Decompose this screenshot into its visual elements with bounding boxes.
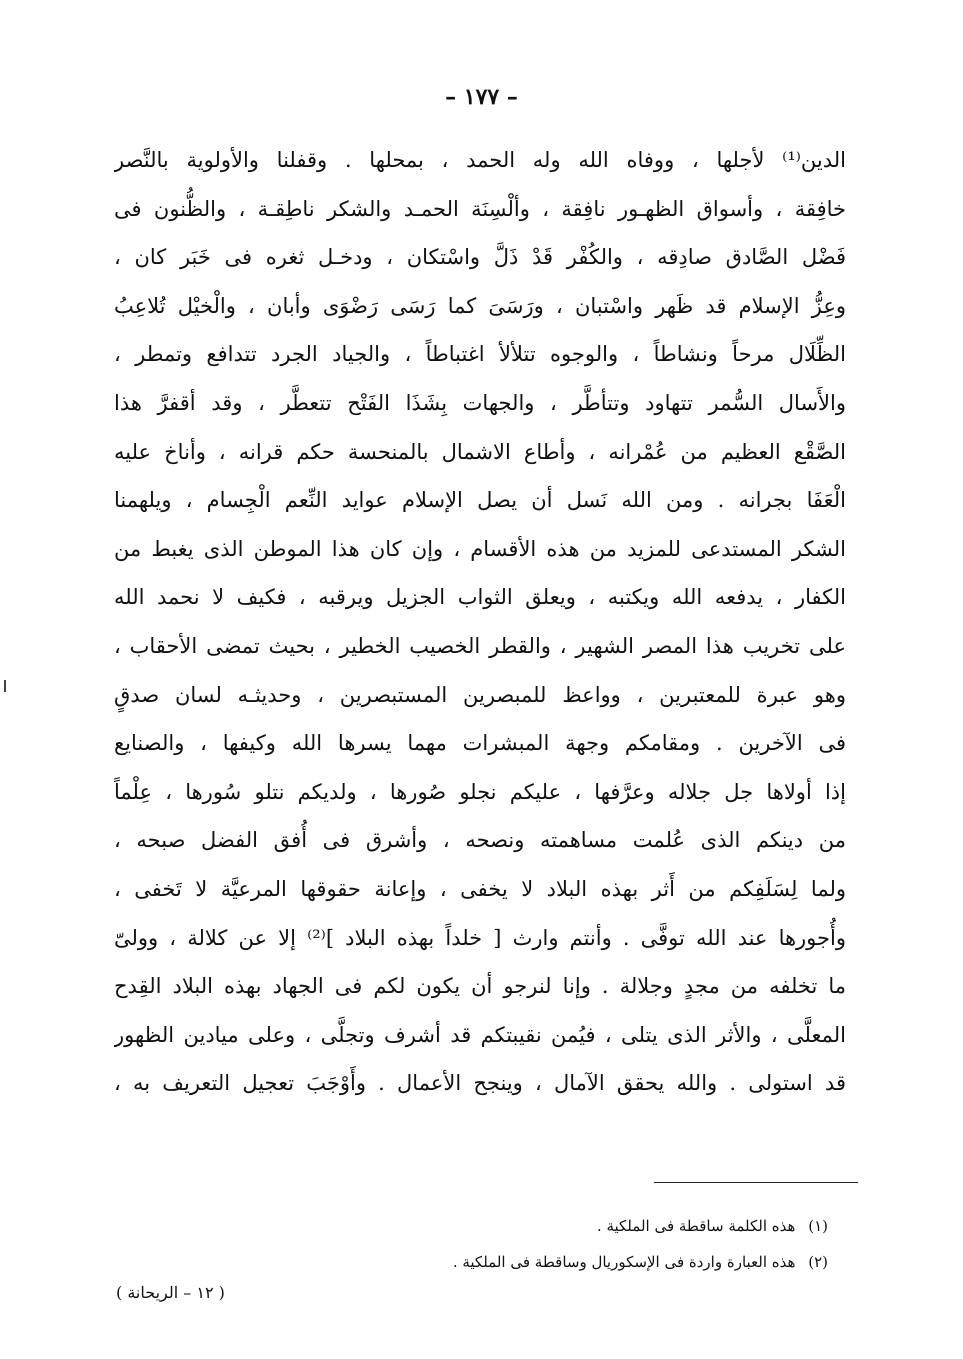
text-line: والأَسال السُّمر تتهاود وتتأطَّر ، والجهات بِشَذَا الفَتْح تتعطَّر ، وقد أقفرَّ هذا — [114, 390, 846, 415]
text-line: الشكر المستدعى للمزيد من هذه الأقسام ، وإن كان هذا الموطن الذى يغبط من — [114, 536, 846, 561]
text-line: خافِقة ، وأسواق الظهـور نافِقة ، وألْسِنَة الحمـد والشكر ناطِقـة ، والظُّنون فى — [114, 196, 846, 221]
text-line: الظِّلَال مرحاً ونشاطاً ، والوجوه تتلألأ اغتباطاً ، والجياد الجرد تتدافع وتمطر ، — [114, 342, 846, 367]
text-line: الصَّقْع العظيم من عُمْرانه ، وأطاع الاشمال بالمنحسة حكم قرانه ، وأناخ عليه — [114, 439, 846, 464]
text-line: فَضْل الصَّادق صادِقه ، والكُفْر قَدْ ذَلَّ واسْتكان ، ودخـل ثغره فى خَبَر كان ، — [114, 245, 846, 270]
text-line: قد استولى . والله يحقق الآمال ، وينجح الأعمال . وأَوْجَبَ تعجيل التعريف به ، — [114, 1071, 846, 1096]
footnotes — [300, 1208, 828, 1280]
text-line: المعلَّى ، والأثر الذى يتلى ، فيُمن نقيبتكم قد أشرف وتجلَّى ، وعلى ميادين الظهور — [114, 1022, 846, 1047]
text-line: وعِزُّ الإسلام قد ظَهر واسْتبان ، ورَسَىَ كما رَسَى رَضْوَى وأبان ، والْخيْل تُلاعِبُ — [114, 293, 846, 318]
text-line: فى الآخرين . ومقامكم وجهة المبشرات مهما يسرها الله وكيفها ، والصنايع — [114, 731, 846, 756]
footnote-text: هذه الكلمة ساقطة فى الملكية . — [596, 1217, 796, 1235]
text-line: ولما لِسَلَفِكم من أَثر بهذه البلاد لا يخفى ، وإعانة حقوقها المرعيَّة لا تَخفى ، — [114, 876, 846, 901]
text-line: الْعَفَا بجرانه . ومن الله نَسل أن يصل الإسلام عوايد النِّعم الْجِسام ، ويلهمنا — [114, 488, 846, 513]
footnote-mark: (١) — [808, 1217, 828, 1235]
footnote-mark: (٢) — [808, 1253, 828, 1271]
footnote-text: هذه العبارة واردة فى الإسكوريال وساقطة فى الملكية . — [452, 1253, 796, 1271]
text-line: الكفار ، يدفعه الله ويكتبه ، ويعلق الثواب الجزيل ويرقبه ، فكيف لا نحمد الله — [114, 585, 846, 610]
main-text — [114, 136, 846, 1108]
footnote-divider — [654, 1182, 858, 1183]
printer-signature: ( ١٢ – الريحانة ) — [116, 1283, 225, 1302]
text-line: إذا أولاها جل جلاله وعرَّفها ، عليكم نجلو صُورها ، ولديكم نتلو سُورها ، عِلْماً — [114, 779, 846, 804]
text-line: الدين⁽¹⁾ لأجلها ، ووفاه الله وله الحمد ، بمحلها . وقفلنا والأولوية بالنَّصر — [114, 148, 846, 172]
footnote — [300, 1208, 828, 1244]
margin-mark — [4, 680, 6, 692]
footnote — [300, 1244, 828, 1280]
text-line: وهو عبرة للمعتبرين ، وواعظ للمبصرين المستبصرين ، وحديثـه لسان صدقٍ — [114, 682, 846, 707]
text-line: على تخريب هذا المصر الشهير ، والقطر الخصيب الخطير ، بحيث تمضى الأحقاب ، — [114, 633, 846, 658]
text-line: وأُجورها عند الله توفَّى . وأنتم وارث [ خلداً بهذه البلاد ]⁽²⁾ إلا عن كلالة ، وولىّ — [114, 925, 846, 950]
page-number: – ١٧٧ – — [445, 84, 518, 110]
text-line: من دينكم الذى عُلمت مساهمته ونصحه ، وأشرق فى أُفق الفضل صبحه ، — [114, 828, 846, 853]
text-line: ما تخلفه من مجدٍ وجلالة . وإنا لنرجو أن يكون لكم فى الجهاد بهذه البلاد القِدح — [114, 974, 846, 999]
